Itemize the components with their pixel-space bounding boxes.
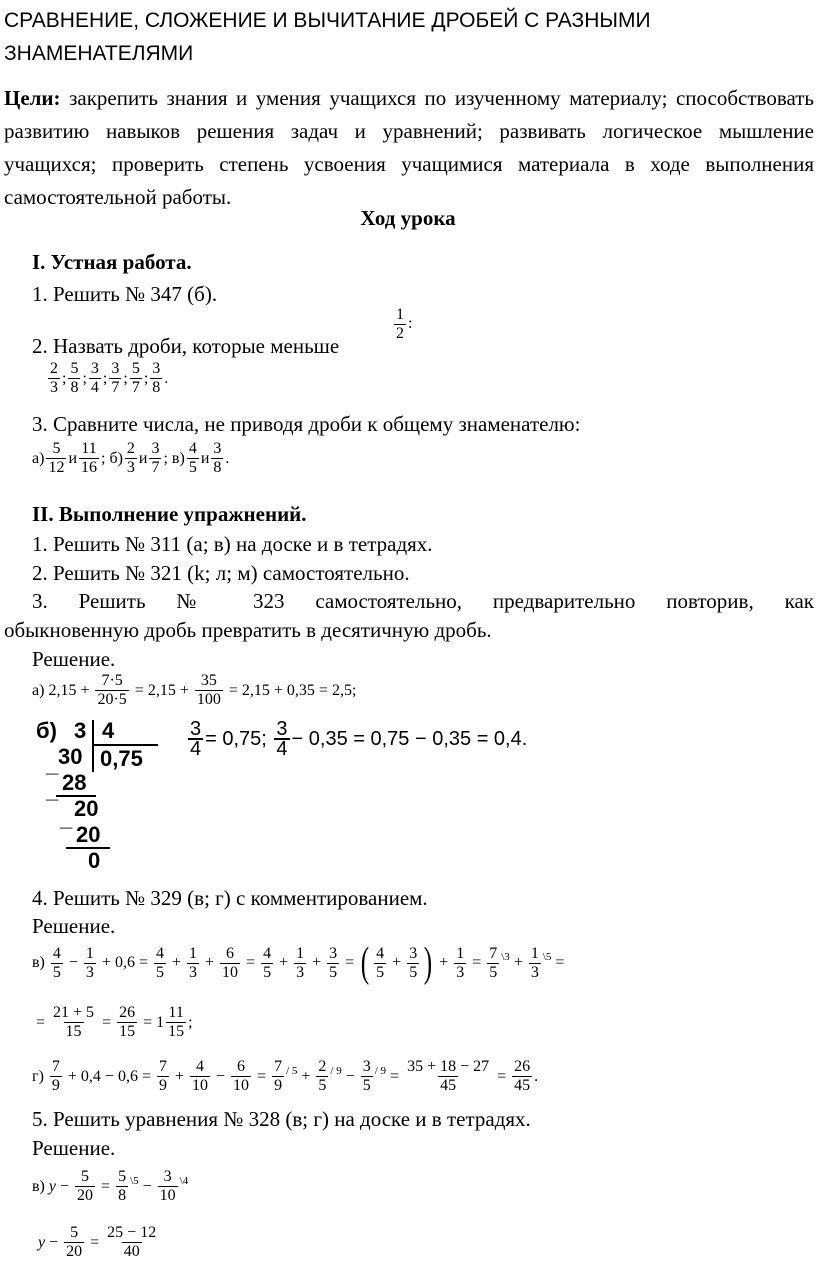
solution-label-2: Решение. <box>32 914 116 938</box>
s1-item2-frac: $\frac{1}{2}$ : <box>396 306 413 342</box>
ex4-v-row2: = $\frac{21 + 5}{15}$ = $\frac{26}{15}$ = 1 11 15 ; <box>36 1004 193 1040</box>
goals-label: Цели: <box>4 86 61 110</box>
goals-text: закрепить знания и умения учащихся по изученному материалу; способствовать развитию навыков решения задач и уравнений; развивать логическое мышление учащихся; проверить степень усвоения учащимися материала в ходе выполнения самостоятельной работы. <box>4 86 814 209</box>
solution-b-result: $\frac{3}{4}$ = 0,75; 3 4 − 0,35 = 0,75 − 0,35 = 0,4. <box>190 718 528 760</box>
ld-minus-2: _ <box>46 778 59 803</box>
long-division <box>32 718 162 874</box>
ld-minus-1: _ <box>46 752 59 777</box>
ld-dividend: 3 <box>74 718 87 743</box>
ld-step-5: 0 <box>88 848 101 873</box>
lesson-heading: Ход урока <box>360 206 456 230</box>
ld-step-4: 20 <box>76 822 101 847</box>
solution-label-3: Решение. <box>32 1136 116 1160</box>
ld-vbar <box>92 720 94 772</box>
goals-paragraph <box>4 82 814 214</box>
ex4-g-row: г) 7 9 + 0,4 − 0,6 = $\frac{7}{9}$ + $\frac{4}{10}$ − $\frac{6}{10}$ = $\frac{7}{9}$ / 5 + $\frac{2}{5}$ / 9 − $\frac{3}{5}$ / 9 = $\frac{35 + 18 - 27}{45}$ = $\frac{26}{45}$ . <box>32 1058 539 1094</box>
s2-item3-line2: обыкновенную дробь превратить в десятичную дробь. <box>4 618 492 642</box>
section1-heading: I. Устная работа. <box>32 250 192 274</box>
ex5-row2: y − $\frac{5}{20}$ = $\frac{25 - 12}{40}$ <box>38 1224 157 1260</box>
solution-a: а) 2,15 + $\frac{7\cdot 5}{20\cdot 5}$ = 2,15 + $\frac{35}{100}$ = 2,15 + 0,35 = 2,5; <box>32 672 357 708</box>
s1-item3: 3. Сравните числа, не приводя дроби к общему знаменателю: <box>32 412 581 436</box>
ld-label: б) <box>36 718 57 743</box>
document-title: СРАВНЕНИЕ, СЛОЖЕНИЕ И ВЫЧИТАНИЕ ДРОБЕЙ С РАЗНЫМИ ЗНАМЕНАТЕЛЯМИ <box>4 9 651 65</box>
s1-item1: 1. Решить № 347 (б). <box>32 282 218 306</box>
s2-item5: 5. Решить уравнения № 328 (в; г) на доске и в тетрадях. <box>32 1107 531 1131</box>
s2-item4: 4. Решить № 329 (в; г) с комментированием. <box>32 886 428 910</box>
ld-step-2: 28 <box>62 770 87 795</box>
ex5-row1: в) y − $\frac{5}{20}$ = $\frac{5}{8}$ \5 − $\frac{3}{10}$ \4 <box>32 1168 189 1204</box>
ld-quotient: 0,75 <box>100 746 143 771</box>
solution-label-1: Решение. <box>32 647 116 671</box>
section2-heading: II. Выполнение упражнений. <box>32 502 307 526</box>
ex4-v-row1: в) 4 5 − $\frac{1}{3}$ + 0,6 = $\frac{4}{5}$ + $\frac{1}{3}$ + $\frac{6}{10}$ = $\frac{4}{5}$ + $\frac{1}{3}$ + $\frac{3}{5}$ = ( 4 5 + $\frac{3}{5}$ ) + $\frac{1}{3}$ = $\frac{7}{5}$ \3 + $\frac{1}{3}$ \5 = <box>32 940 565 986</box>
s1-item3-compare: а) 5 12 и 11 16 ; б) 2 3 и 3 7 ; в) 4 5 и 3 8 . <box>32 440 230 476</box>
ld-step-3: 20 <box>74 796 99 821</box>
s2-item2: 2. Решить № 321 (k; л; м) самостоятельно. <box>32 561 410 585</box>
ld-divisor: 4 <box>102 718 115 743</box>
s2-item3-line1: 3. Решить № 323 самостоятельно, предварительно повторив, как <box>32 589 814 613</box>
ld-minus-3: _ <box>60 806 73 831</box>
s1-item2: 2. Назвать дроби, которые меньше <box>32 334 340 358</box>
s1-item2-list: 2 3 ; 5 8 ; 3 4 ; 3 7 ; 5 7 ; 3 8 . <box>50 360 169 396</box>
s2-item1: 1. Решить № 311 (а; в) на доске и в тетрадях. <box>32 532 433 556</box>
ld-step-1: 30 <box>58 744 83 769</box>
